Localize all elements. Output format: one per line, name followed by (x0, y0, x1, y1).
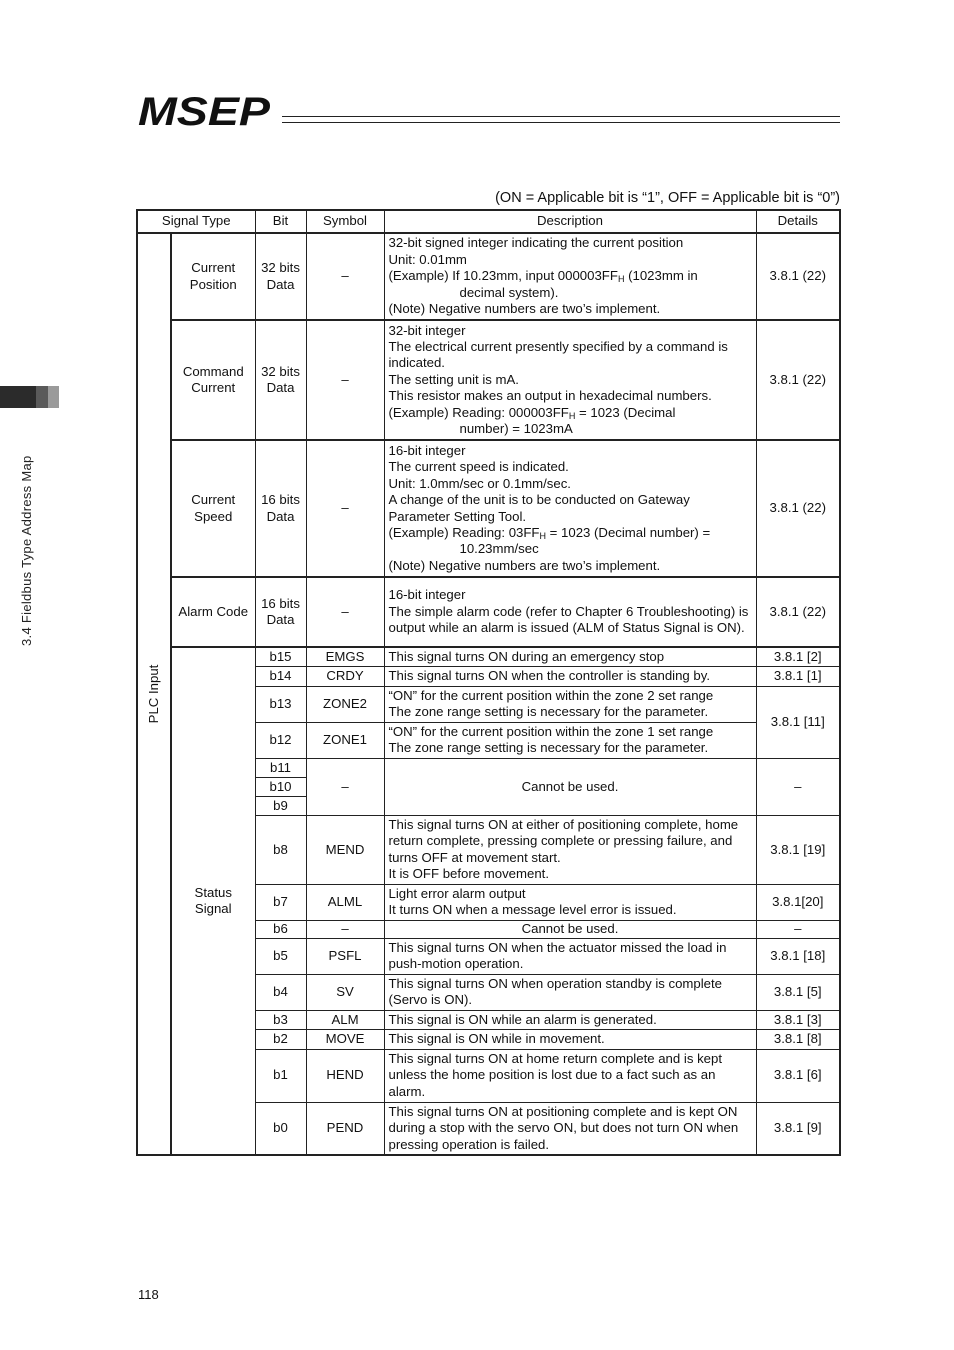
desc-line: “ON” for the current position within the zone 2 set range (388, 687, 714, 703)
symbol-cell: – (306, 577, 384, 647)
details-cell: 3.8.1 [11] (756, 686, 840, 758)
bit-cell: b3 (255, 1010, 306, 1029)
symbol-cell: ZONE2 (306, 686, 384, 722)
details-cell: 3.8.1 (22) (756, 577, 840, 647)
symbol-cell: PSFL (306, 938, 384, 974)
desc-line: 16-bit integer (388, 587, 466, 603)
description-cell: This signal turns ON when the actuator missed the load in push-motion operation. (384, 938, 756, 974)
description-cell (384, 722, 756, 758)
table-row (137, 440, 840, 577)
desc-line: 32-bit signed integer indicating the current position (388, 235, 684, 251)
description-cell: This signal turns ON during an emergency stop (384, 647, 756, 667)
logo-text: MSEP (138, 94, 271, 128)
description-cell: This signal is ON while an alarm is generated. (384, 1010, 756, 1029)
header-details: Details (756, 210, 840, 233)
desc-line: 10.23mm/sec (459, 541, 539, 557)
symbol-cell: HEND (306, 1049, 384, 1102)
table-header-row (137, 210, 840, 233)
bit-cell: b0 (255, 1102, 306, 1155)
symbol-cell: – (306, 440, 384, 577)
msep-logo (138, 94, 278, 133)
details-cell: 3.8.1 [19] (756, 815, 840, 884)
bit-cell: b5 (255, 938, 306, 974)
description-cell (384, 884, 756, 920)
header-rule-bottom (282, 122, 840, 123)
details-cell: – (756, 920, 840, 938)
symbol-cell: – (306, 758, 384, 815)
group-label: PLC Input (145, 664, 161, 724)
desc-line: Unit: 0.01mm (388, 251, 467, 267)
symbol-cell: MEND (306, 815, 384, 884)
desc-line: It is OFF before movement. (388, 866, 549, 882)
description-cell: Cannot be used. (384, 758, 756, 815)
bit-cell: b6 (255, 920, 306, 938)
symbol-cell: SV (306, 974, 384, 1010)
signal-cell: Current Speed (171, 440, 255, 577)
header-description: Description (384, 210, 756, 233)
details-cell: 3.8.1 [18] (756, 938, 840, 974)
chapter-tab (0, 386, 60, 408)
desc-line: (Note) Negative numbers are two’s implement. (388, 301, 661, 317)
details-cell: 3.8.1 [5] (756, 974, 840, 1010)
bit-cell: 32 bits Data (255, 233, 306, 320)
desc-line: Light error alarm output (388, 885, 526, 901)
details-cell: 3.8.1 [3] (756, 1010, 840, 1029)
bit-cell: b1 (255, 1049, 306, 1102)
description-cell (384, 440, 756, 577)
bit-cell: b2 (255, 1030, 306, 1049)
details-cell: 3.8.1 (22) (756, 440, 840, 577)
bit-cell: b4 (255, 974, 306, 1010)
description-cell: This signal turns ON at home return complete and is kept unless the home position is lost due to a fact such as an alarm. (384, 1049, 756, 1102)
table-row (137, 320, 840, 440)
symbol-cell: EMGS (306, 647, 384, 667)
bit-cell: b11 (255, 758, 306, 777)
bit-cell: b9 (255, 796, 306, 815)
bit-cell: b13 (255, 686, 306, 722)
bit-cell: b12 (255, 722, 306, 758)
desc-line: The simple alarm code (refer to Chapter 6 Troubleshooting) is output while an alarm is issued (ALM of Status Signal is ON). (388, 603, 749, 636)
description-cell: This signal turns ON when operation standby is complete (Servo is ON). (384, 974, 756, 1010)
desc-line: 32-bit integer (388, 322, 466, 338)
desc-line: It turns ON when a message level error is issued. (388, 902, 677, 918)
desc-line: 16-bit integer (388, 442, 466, 458)
header-signal-type: Signal Type (137, 210, 255, 233)
symbol-cell: ALML (306, 884, 384, 920)
bit-cell: b10 (255, 777, 306, 796)
details-cell: 3.8.1 [2] (756, 647, 840, 667)
details-cell: 3.8.1 (22) (756, 233, 840, 320)
bit-cell: b15 (255, 647, 306, 667)
details-cell: – (756, 758, 840, 815)
description-cell (384, 577, 756, 647)
signal-cell: Status Signal (171, 647, 255, 1155)
symbol-cell: MOVE (306, 1030, 384, 1049)
group-cell (137, 233, 171, 1155)
desc-line: A change of the unit is to be conducted on Gateway Parameter Setting Tool. (388, 492, 690, 524)
desc-line: The zone range setting is necessary for the parameter. (388, 740, 709, 756)
description-cell: This signal is ON while in movement. (384, 1030, 756, 1049)
section-label: 3.4 Fieldbus Type Address Map (19, 455, 34, 646)
details-cell: 3.8.1 [1] (756, 667, 840, 686)
description-cell: This signal turns ON when the controller is standing by. (384, 667, 756, 686)
bit-cell: 16 bits Data (255, 577, 306, 647)
table-row (137, 647, 840, 667)
symbol-cell: ZONE1 (306, 722, 384, 758)
table-row (137, 577, 840, 647)
symbol-cell: – (306, 233, 384, 320)
bit-cell: b8 (255, 815, 306, 884)
header-bit: Bit (255, 210, 306, 233)
desc-line: (Example) If 10.23mm, input $000003FF_H$ (1023mm in (388, 268, 698, 285)
details-cell: 3.8.1[20] (756, 884, 840, 920)
signal-cell: Alarm Code (171, 577, 255, 647)
description-cell (384, 320, 756, 440)
page-number: 118 (138, 1287, 159, 1302)
signal-cell: Current Position (171, 233, 255, 320)
symbol-cell: – (306, 920, 384, 938)
desc-line: Unit: 1.0mm/sec or 0.1mm/sec. (388, 475, 571, 491)
symbol-cell: CRDY (306, 667, 384, 686)
description-cell: This signal turns ON at positioning complete and is kept ON during a stop with the servo ON, but does not turn ON when pressing operation is failed. (384, 1102, 756, 1155)
details-cell: 3.8.1 [6] (756, 1049, 840, 1102)
bit-cell: 32 bits Data (255, 320, 306, 440)
details-cell: 3.8.1 [9] (756, 1102, 840, 1155)
desc-line: The zone range setting is necessary for the parameter. (388, 704, 709, 720)
desc-line: The electrical current presently specified by a command is indicated. (388, 338, 728, 371)
desc-line: This resistor makes an output in hexadecimal numbers. (388, 388, 712, 404)
description-cell (384, 815, 756, 884)
description-cell: Cannot be used. (384, 920, 756, 938)
symbol-cell: – (306, 320, 384, 440)
bit-cell: b14 (255, 667, 306, 686)
signal-cell: Command Current (171, 320, 255, 440)
details-cell: 3.8.1 [8] (756, 1030, 840, 1049)
desc-line: (Example) Reading: $03FF_H = 1023$ (Decimal number) = (388, 524, 711, 541)
desc-line: number) = 1023mA (459, 421, 573, 437)
desc-line: decimal system). (459, 284, 559, 300)
symbol-cell: PEND (306, 1102, 384, 1155)
table-row (137, 233, 840, 320)
desc-line: The setting unit is mA. (388, 371, 519, 387)
desc-line: The current speed is indicated. (388, 459, 569, 475)
plc-input-table (136, 209, 841, 1156)
desc-line: (Example) Reading: $000003FF_H = 1023$ (Decimal (388, 404, 676, 421)
desc-line: “ON” for the current position within the zone 1 set range (388, 723, 714, 739)
desc-line: This signal turns ON at either of positioning complete, home return complete, pressing complete or pressing failure, and turns OFF at movement start. (388, 817, 739, 865)
description-cell (384, 686, 756, 722)
description-cell (384, 233, 756, 320)
details-cell: 3.8.1 (22) (756, 320, 840, 440)
bit-cell: 16 bits Data (255, 440, 306, 577)
desc-line: (Note) Negative numbers are two’s implement. (388, 557, 661, 573)
bit-convention-note: (ON = Applicable bit is “1”, OFF = Applicable bit is “0”) (495, 190, 840, 206)
header-rule-top (282, 116, 840, 117)
header-symbol: Symbol (306, 210, 384, 233)
bit-cell: b7 (255, 884, 306, 920)
symbol-cell: ALM (306, 1010, 384, 1029)
